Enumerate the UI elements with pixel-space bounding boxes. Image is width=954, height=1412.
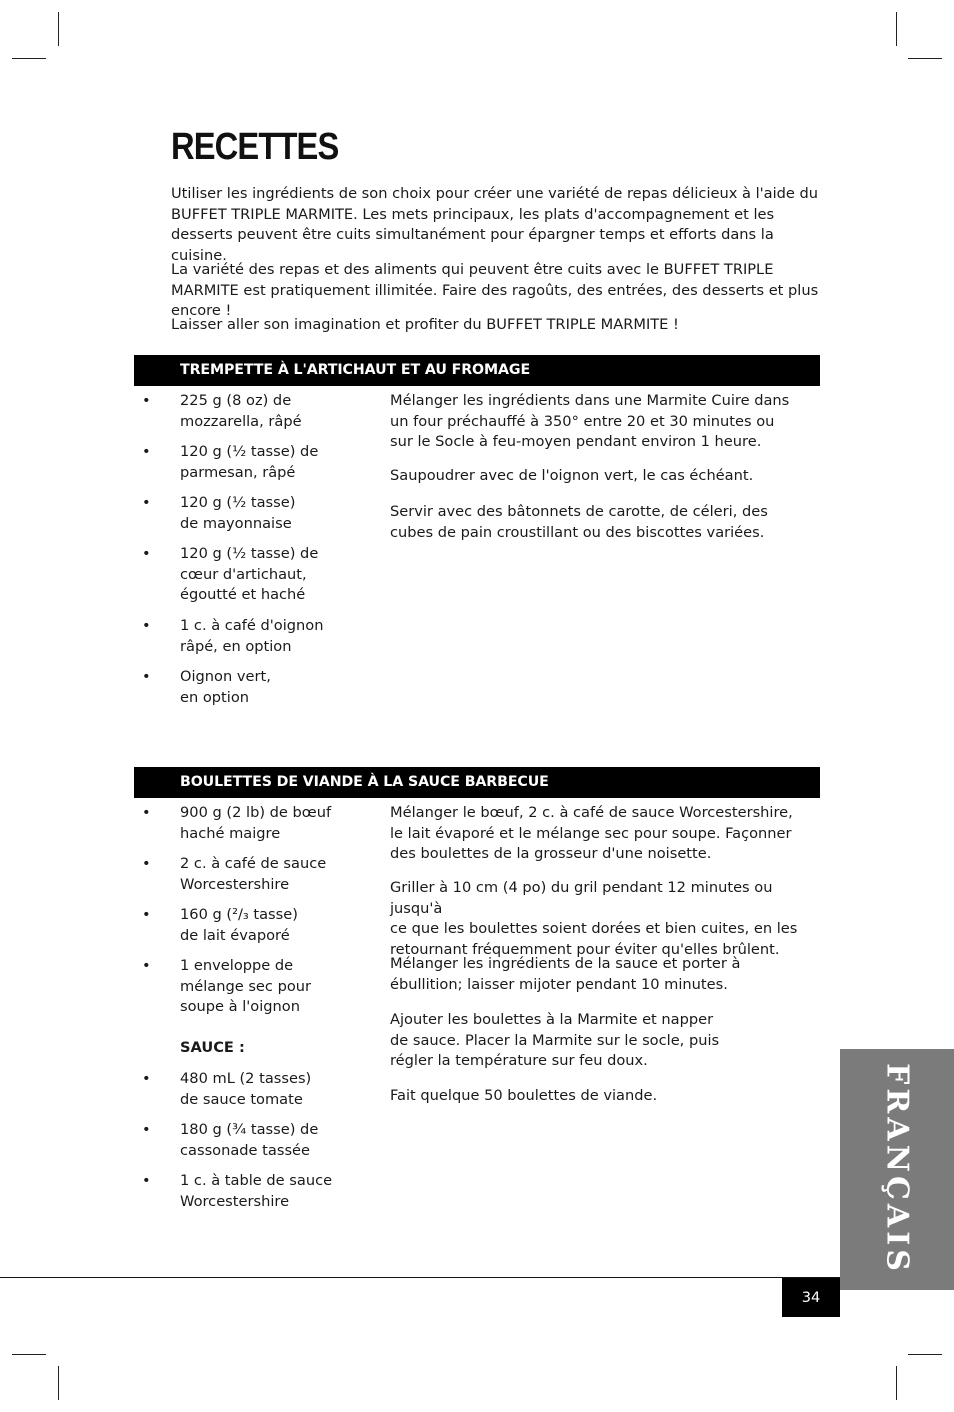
footer-rule [0,1277,840,1278]
bullet: • [142,617,151,634]
ingredient-text: 1 enveloppe de mélange sec pour soupe à l'oignon [180,957,312,1015]
bullet: • [142,1172,151,1189]
intro-paragraph: Utiliser les ingrédients de son choix pour créer une variété de repas délicieux à l'aide du BUFFET TRIPLE MARMITE. Les mets principaux, les plats d'accompagnement et les desserts peuvent être cuits simultanément pour épargner temps et efforts dans la cuisine. [171,185,819,264]
bullet: • [142,392,151,409]
intro-paragraph: Laisser aller son imagination et profiter du BUFFET TRIPLE MARMITE ! [171,316,679,333]
bullet: • [142,668,151,685]
recipe-heading: BOULETTES DE VIANDE À LA SAUCE BARBECUE [180,774,549,790]
recipe-step: Griller à 10 cm (4 po) du gril pendant 12 minutes ou jusqu'à ce que les boulettes soient dorées et bien cuites, en les retournant fréquemment pour éviter qu'elles brûlent. [390,879,798,958]
bullet: • [142,855,151,872]
ingredient-text: 120 g (½ tasse) de parmesan, râpé [180,443,319,481]
crop-mark [12,58,46,59]
ingredient-text: 900 g (2 lb) de bœuf haché maigre [180,804,332,842]
ingredient-text: 2 c. à café de sauce Worcestershire [180,855,327,893]
ingredient-text: 480 mL (2 tasses) de sauce tomate [180,1070,312,1108]
sauce-label: SAUCE : [180,1039,245,1056]
bullet: • [142,1070,151,1087]
ingredient-text: 1 c. à café d'oignon râpé, en option [180,617,324,655]
bullet: • [142,906,151,923]
crop-mark [12,1354,46,1355]
bullet: • [142,957,151,974]
recipe-heading: TREMPETTE À L'ARTICHAUT ET AU FROMAGE [180,362,531,378]
language-tab [840,1049,954,1290]
bullet: • [142,443,151,460]
page-number: 34 [782,1278,840,1317]
recipe-step: Mélanger le bœuf, 2 c. à café de sauce Worcestershire, le lait évaporé et le mélange sec pour soupe. Façonner des boulettes de la grosseur d'une noisette. [390,804,793,862]
intro-paragraph: La variété des repas et des aliments qui peuvent être cuits avec le BUFFET TRIPLE MARMITE est pratiquement illimitée. Faire des ragoûts, des entrées, des desserts et plus encore ! [171,261,819,319]
page-title: RECETTES [171,126,339,168]
recipe-heading-bar [134,767,820,798]
bullet: • [142,494,151,511]
bullet: • [142,1121,151,1138]
crop-mark [896,1366,897,1400]
recipe-step: Saupoudrer avec de l'oignon vert, le cas échéant. [390,467,754,484]
ingredient-text: 1 c. à table de sauce Worcestershire [180,1172,333,1210]
recipe-step: Fait quelque 50 boulettes de viande. [390,1087,658,1104]
recipe-heading-bar [134,355,820,386]
crop-mark [896,12,897,46]
language-tab-label: FRANÇAIS [879,1063,915,1275]
crop-mark [908,1354,942,1355]
ingredient-text: 225 g (8 oz) de mozzarella, râpé [180,392,302,430]
recipe-step: Mélanger les ingrédients de la sauce et porter à ébullition; laisser mijoter pendant 10 minutes. [390,955,741,993]
ingredient-text: 120 g (½ tasse) de cœur d'artichaut, égoutté et haché [180,545,319,603]
ingredient-text: Oignon vert, en option [180,668,271,706]
bullet: • [142,545,151,562]
ingredient-text: 160 g (²/₃ tasse) de lait évaporé [180,906,298,944]
ingredient-text: 120 g (½ tasse) de mayonnaise [180,494,296,532]
crop-mark [908,58,942,59]
recipe-step: Ajouter les boulettes à la Marmite et napper de sauce. Placer la Marmite sur le socle, puis régler la température sur feu doux. [390,1011,720,1069]
crop-mark [58,12,59,46]
crop-mark [58,1366,59,1400]
bullet: • [142,804,151,821]
recipe-step: Mélanger les ingrédients dans une Marmite Cuire dans un four préchauffé à 350° entre 20 et 30 minutes ou sur le Socle à feu-moyen pendant environ 1 heure. [390,392,790,450]
ingredient-text: 180 g (¾ tasse) de cassonade tassée [180,1121,319,1159]
recipe-step: Servir avec des bâtonnets de carotte, de céleri, des cubes de pain croustillant ou des biscottes variées. [390,503,768,541]
